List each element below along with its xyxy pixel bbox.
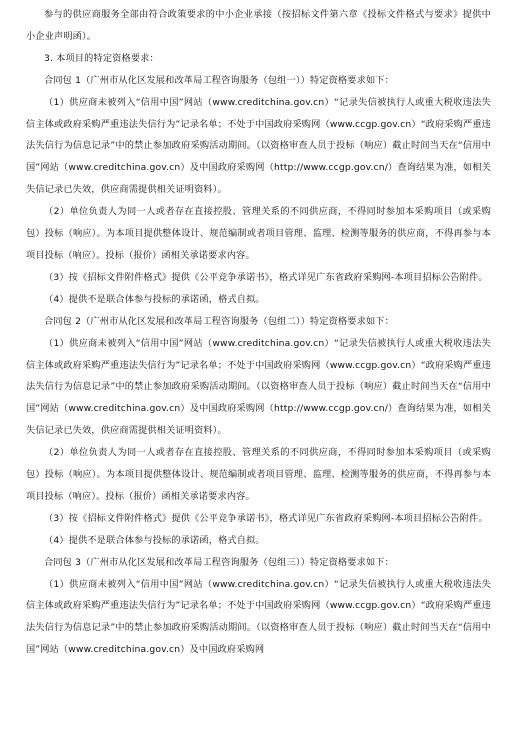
package-1-item-1: （1）供应商未被列入“信用中国”网站（www.creditchina.gov.cn）“记录失信被执行人或重大税收违法失信主体或政府采购严重违法失信行为”记录名单；不处于中国政府采购网（www.ccgp.gov.cn）“政府采购严重违法失信行为信息记录”中的禁止参加政府采购活动期间。（以资格审查人员于投标（响应）截止时间当天在“信用中国”网站（www.creditchina.gov.cn）及中国政府采购网（http://www.ccgp.gov.cn/）查询结果为准，如相关失信记录已失效，供应商需提供相关证明资料）。 [26,96,491,196]
package-2-item-2: （2）单位负责人为同一人或者存在直接控股、管理关系的不同供应商，不得同时参加本采购项目（或采购包）投标（响应）。为本项目提供整体设计、规范编制或者项目管理、监理、检测等服务的供应商，不得再参与本项目投标（响应）。投标（报价）函相关承诺要求内容。 [26,447,491,502]
package-1-item-2: （2）单位负责人为同一人或者存在直接控股、管理关系的不同供应商，不得同时参加本采购项目（或采购包）投标（响应）。为本项目提供整体设计、规范编制或者项目管理、监理、检测等服务的供应商，不得再参与本项目投标（响应）。投标（报价）函相关承诺要求内容。 [26,206,491,261]
package-1-title: 合同包 1（广州市从化区发展和改革局工程咨询服务（包组一））特定资格要求如下： [44,74,394,86]
package-2-item-3: （3）按《招标文件附件格式》提供《公平竞争承诺书》，格式详见广东省政府采购网-本项目招标公告附件。 [44,512,488,524]
package-1-item-3: （3）按《招标文件附件格式》提供《公平竞争承诺书》，格式详见广东省政府采购网-本项目招标公告附件。 [44,271,488,283]
package-2-item-4: （4）提供不是联合体参与投标的承诺函，格式自拟。 [44,534,265,546]
paragraph-sme-statement: 参与的供应商服务全部由符合政策要求的中小企业承接（按招标文件第六章《投标文件格式与要求》提供中小企业声明函）。 [26,9,491,42]
package-1-item-4: （4）提供不是联合体参与投标的承诺函，格式自拟。 [44,293,265,305]
package-2-title: 合同包 2（广州市从化区发展和改革局工程咨询服务（包组二））特定资格要求如下： [44,315,394,327]
package-3-item-1: （1）供应商未被列入“信用中国”网站（www.creditchina.gov.cn）“记录失信被执行人或重大税收违法失信主体或政府采购严重违法失信行为”记录名单；不处于中国政府采购网（www.ccgp.gov.cn）“政府采购严重违法失信行为信息记录”中的禁止参加政府采购活动期间。（以资格审查人员于投标（响应）截止时间当天在“信用中国”网站（www.creditchina.gov.cn）及中国政府采购网 [26,578,491,656]
package-2-item-1: （1）供应商未被列入“信用中国”网站（www.creditchina.gov.cn）“记录失信被执行人或重大税收违法失信主体或政府采购严重违法失信行为”记录名单；不处于中国政府采购网（www.ccgp.gov.cn）“政府采购严重违法失信行为信息记录”中的禁止参加政府采购活动期间。（以资格审查人员于投标（响应）截止时间当天在“信用中国”网站（www.creditchina.gov.cn）及中国政府采购网（http://www.ccgp.gov.cn/）查询结果为准，如相关失信记录已失效，供应商需提供相关证明资料）。 [26,337,491,437]
package-3-title: 合同包 3（广州市从化区发展和改革局工程咨询服务（包组三））特定资格要求如下： [44,556,394,568]
heading-special-qualifications: 3. 本项目的特定资格要求： [44,52,159,64]
